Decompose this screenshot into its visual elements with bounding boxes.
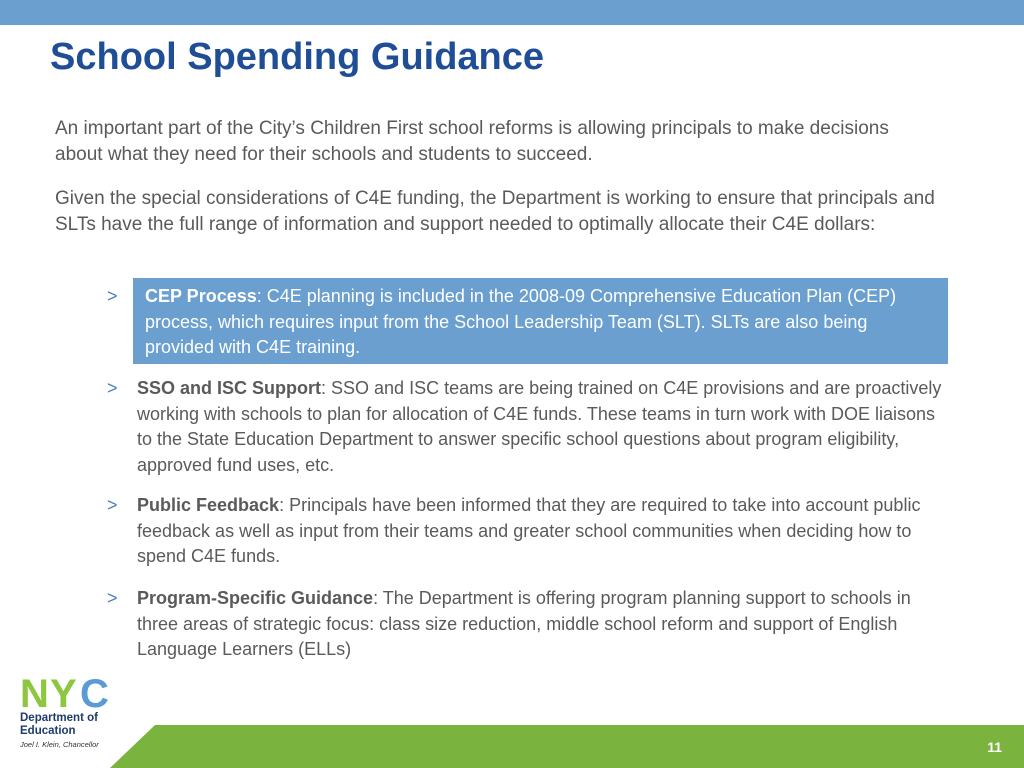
bullet-text bbox=[145, 284, 935, 361]
slide-title: School Spending Guidance bbox=[50, 36, 545, 78]
svg-text:C: C bbox=[80, 674, 107, 710]
bullet-heading: SSO and ISC Support bbox=[137, 378, 322, 398]
svg-text:Y: Y bbox=[50, 674, 75, 710]
bullet-body: : SSO and ISC teams are being trained on C4E provisions and are proactively working with schools to plan for allocation of C4E funds. These teams in turn work with DOE liaisons to the State Education Department to answer specific school questions about program eligibility, approved fund uses, etc. bbox=[137, 378, 942, 475]
bullet-arrow-icon: > bbox=[107, 588, 118, 608]
top-accent-bar bbox=[0, 0, 1024, 25]
intro-paragraph-2: Given the special considerations of C4E funding, the Department is working to ensure that principals and SLTs have the full range of information and support needed to optimally allocate their C4E dollars: bbox=[55, 188, 935, 235]
nyc-logo-icon bbox=[20, 674, 120, 710]
bullet-arrow-icon: > bbox=[107, 495, 118, 515]
logo-org-line-2: Education bbox=[20, 725, 76, 737]
bullet-text bbox=[137, 376, 952, 478]
bullet-heading: Public Feedback bbox=[137, 495, 280, 515]
bottom-green-band bbox=[0, 725, 1024, 768]
intro-paragraph-1: An important part of the City’s Children First school reforms is allowing principals to make decisions about what they need for their schools and students to succeed. bbox=[55, 118, 889, 165]
bullet-text bbox=[137, 586, 952, 663]
bullet-heading: Program-Specific Guidance bbox=[137, 588, 374, 608]
bullet-body: : The Department is offering program planning support to schools in three areas of strategic focus: class size reduction, middle school reform and support of English Language Learners (ELLs) bbox=[137, 588, 911, 659]
bullet-body: : Principals have been informed that they are required to take into account public feedback as well as input from their teams and greater school communities when deciding how to spend C4E funds. bbox=[137, 495, 921, 566]
bullet-arrow-icon: > bbox=[107, 286, 118, 306]
svg-text:N: N bbox=[20, 674, 47, 710]
bullet-heading: CEP Process bbox=[145, 286, 257, 306]
bullet-cep-process bbox=[107, 284, 952, 364]
logo-chancellor: Joel I. Klein, Chancellor bbox=[20, 740, 99, 749]
bullet-arrow-icon: > bbox=[107, 378, 118, 398]
page-number: 11 bbox=[987, 739, 1002, 755]
logo-org-name bbox=[20, 712, 98, 738]
bullet-body: : C4E planning is included in the 2008-09 Comprehensive Education Plan (CEP) process, which requires input from the School Leadership Team (SLT). SLTs are also being provided with C4E training. bbox=[145, 286, 897, 357]
logo-org-line-1: Department of bbox=[20, 712, 98, 724]
nyc-doe-logo bbox=[20, 674, 130, 754]
bullet-text bbox=[137, 493, 952, 570]
